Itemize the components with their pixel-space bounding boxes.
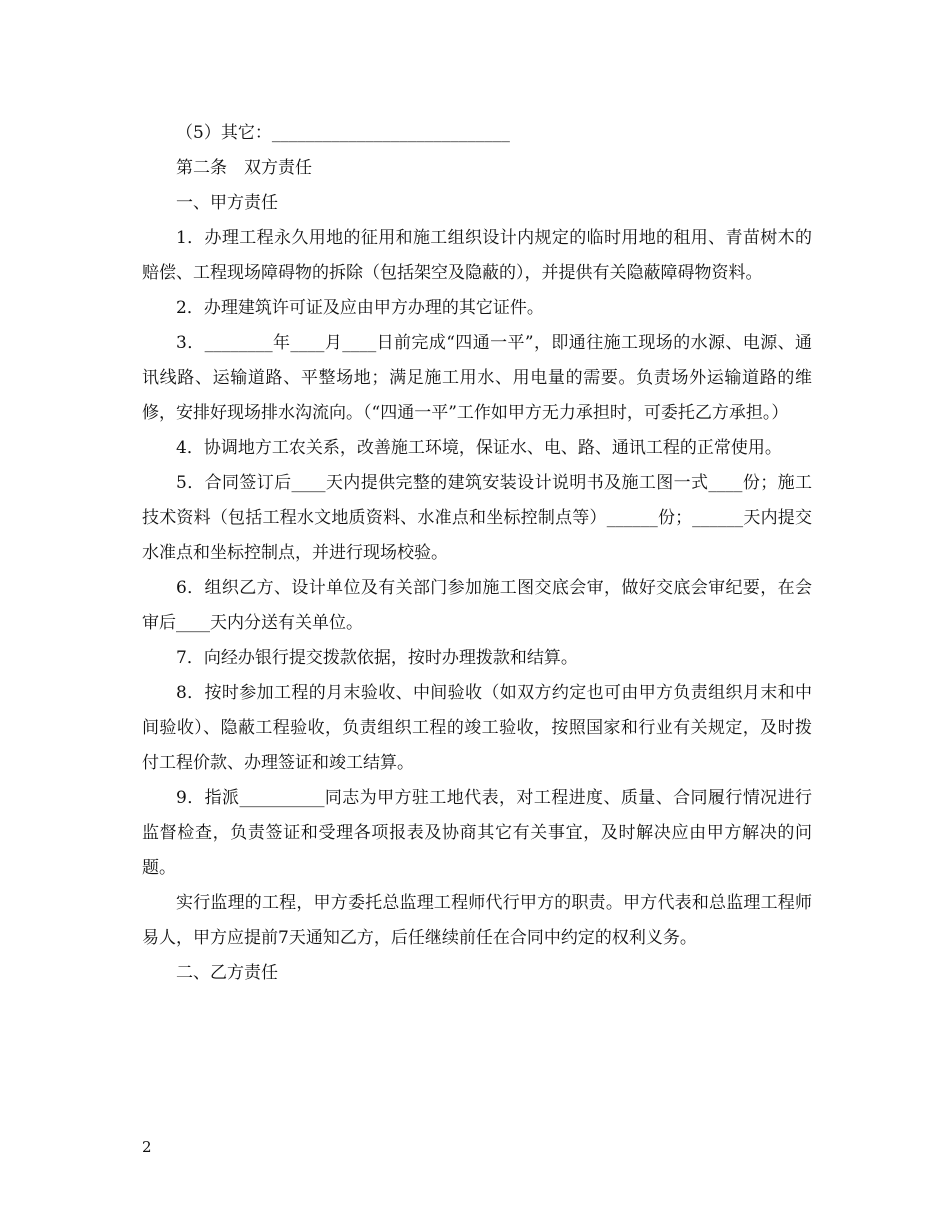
party-a-item-5: 5．合同签订后____天内提供完整的建筑安装设计说明书及施工图一式____份；施工技术资料（包括工程水文地质资料、水准点和坐标控制点等）______份；______天内提交水准点和坐标控制点，并进行现场校验。 — [142, 473, 812, 563]
supervision-paragraph: 实行监理的工程，甲方委托总监理工程师代行甲方的职责。甲方代表和总监理工程师易人，甲方应提前7天通知乙方，后任继续前任在合同中约定的权利义务。 — [142, 893, 812, 948]
document-body — [142, 116, 812, 991]
party-a-heading: 一、甲方责任 — [176, 193, 278, 213]
article-two-heading: 第二条 双方责任 — [176, 158, 312, 178]
party-a-item-3: 3．________年____月____日前完成“四通一平”，即通往施工现场的水源、电源、通讯线路、运输道路、平整场地；满足施工用水、用电量的需要。负责场外运输道路的维修，安排好现场排水沟流向。（“四通一平”工作如甲方无力承担时，可委托乙方承担。） — [142, 333, 812, 423]
party-a-item-4: 4．协调地方工农关系，改善施工环境，保证水、电、路、通讯工程的正常使用。 — [176, 438, 782, 458]
party-a-item-9: 9．指派__________同志为甲方驻工地代表，对工程进度、质量、合同履行情况进行监督检查，负责签证和受理各项报表及协商其它有关事宜，及时解决应由甲方解决的问题。 — [142, 788, 812, 878]
party-a-item-2: 2．办理建筑许可证及应由甲方办理的其它证件。 — [176, 298, 544, 318]
party-a-item-8: 8．按时参加工程的月末验收、中间验收（如双方约定也可由甲方负责组织月末和中间验收）、隐蔽工程验收，负责组织工程的竣工验收，按照国家和行业有关规定，及时拨付工程价款、办理签证和竣工结算。 — [142, 683, 812, 773]
party-a-item-7: 7．向经办银行提交拨款依据，按时办理拨款和结算。 — [176, 648, 578, 668]
page-number: 2 — [142, 1138, 152, 1156]
party-a-item-6: 6．组织乙方、设计单位及有关部门参加施工图交底会审，做好交底会审纪要，在会审后____天内分送有关单位。 — [142, 578, 812, 633]
party-a-item-1: 1．办理工程永久用地的征用和施工组织设计内规定的临时用地的租用、青苗树木的赔偿、工程现场障碍物的拆除（包括架空及隐蔽的），并提供有关隐蔽障碍物资料。 — [142, 228, 812, 283]
party-b-heading: 二、乙方责任 — [176, 963, 278, 983]
clause-other: （5）其它：____________________________ — [176, 123, 510, 143]
